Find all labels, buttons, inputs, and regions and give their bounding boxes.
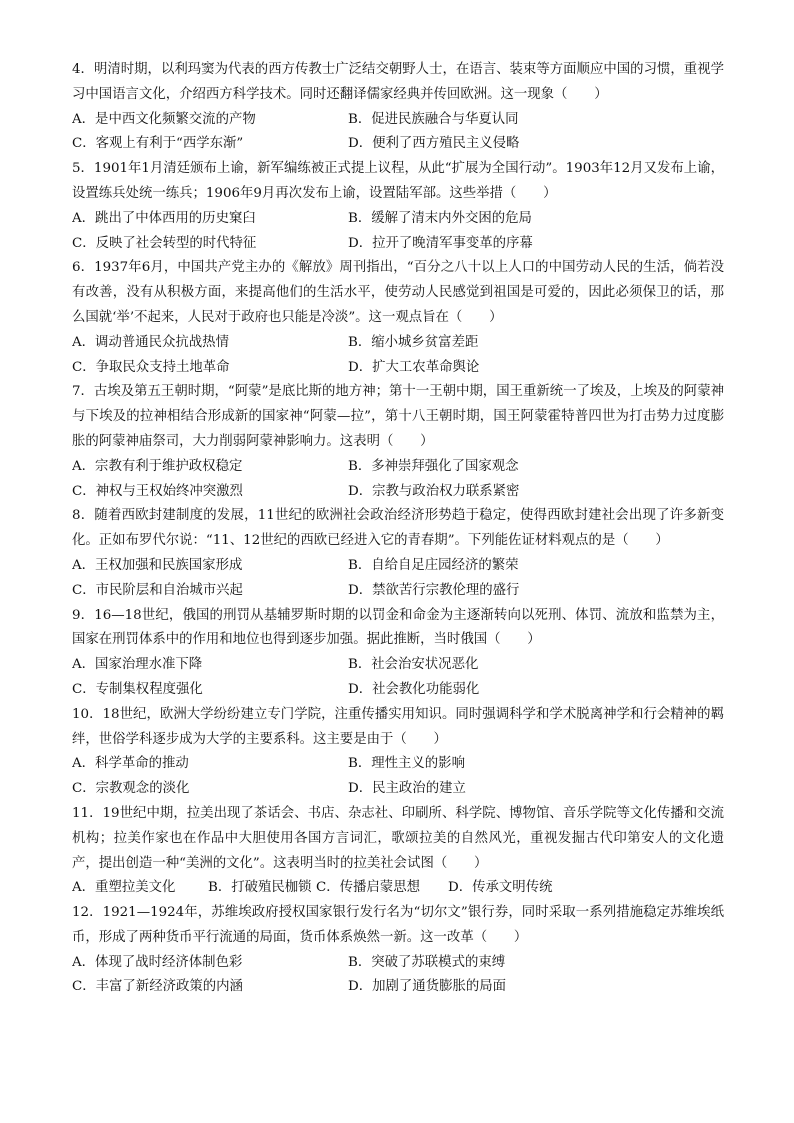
option-a[interactable]: A．跳出了中体西用的历史窠臼: [72, 210, 256, 226]
question-stem: 4．明清时期，以利玛窦为代表的西方传教士广泛结交朝野人士，在语言、装束等方面顺应中国的习惯，重视学习中国语言文化，介绍西方科学技术。同时还翻译儒家经典并传回欧洲。这一现象（ ）: [72, 62, 724, 102]
question-12: [72, 901, 724, 1000]
option-c[interactable]: C．反映了社会转型的时代特征: [72, 235, 257, 251]
question-stem: 8．随着西欧封建制度的发展，11世纪的欧洲社会政治经济形势趋于稳定，使得西欧封建社会出现了许多新变化。正如布罗代尔说：“11、12世纪的西欧已经进入它的青春期”。下列能佐证材料观点的是（ ）: [72, 508, 724, 549]
option-b[interactable]: B．缩小城乡贫富差距: [348, 334, 479, 350]
option-a[interactable]: A．王权加强和民族国家形成: [72, 557, 243, 573]
option-d[interactable]: D．宗教与政治权力联系紧密: [348, 483, 520, 499]
question-stem: 11．19世纪中期，拉美出现了茶话会、书店、杂志社、印刷所、科学院、博物馆、音乐学院等文化传播和交流机构；拉美作家也在作品中大胆使用各国方言词汇，歌颂拉美的自然风光，重视发掘古代印第安人的文化遗产，提出创造一种“美洲的文化”。这表明当时的拉美社会试图（ ）: [72, 805, 724, 871]
option-b[interactable]: B．促进民族融合与华夏认同: [348, 111, 519, 127]
option-a[interactable]: A．是中西文化频繁交流的产物: [72, 111, 256, 127]
option-b[interactable]: B．自给自足庄园经济的繁荣: [348, 557, 519, 573]
option-c[interactable]: C．专制集权程度强化: [72, 681, 203, 697]
option-b[interactable]: B．突破了苏联模式的束缚: [348, 954, 506, 970]
option-d[interactable]: D．禁欲苦行宗教伦理的盛行: [348, 582, 520, 598]
question-stem: 6．1937年6月，中国共产党主办的《解放》周刊指出，“百分之八十以上人口的中国劳动人民的生活，倘若没有改善，没有从积极方面，来提高他们的生活水平，使劳动人民感觉到祖国是可爱的，因此必须保卫的话，那么国就‘举’不起来，人民对于政府也只能是冷淡”。这一观点旨在（ ）: [72, 260, 724, 325]
options-grid: [72, 455, 724, 505]
options-grid: [72, 331, 724, 381]
option-b[interactable]: B．理性主义的影响: [348, 756, 465, 772]
options-grid: [72, 653, 724, 703]
options-grid: [72, 554, 724, 604]
option-c[interactable]: C．市民阶层和自治城市兴起: [72, 582, 243, 598]
option-a[interactable]: A．重塑拉美文化: [72, 880, 176, 896]
option-b[interactable]: B．缓解了清末内外交困的危局: [348, 210, 532, 226]
option-a[interactable]: A．国家治理水准下降: [72, 657, 203, 673]
option-d[interactable]: D．社会教化功能弱化: [348, 681, 480, 697]
exam-document: [72, 58, 724, 1000]
option-d[interactable]: D．便利了西方殖民主义侵略: [348, 136, 520, 152]
option-c[interactable]: C．宗教观念的淡化: [72, 781, 190, 797]
option-c[interactable]: C．传播启蒙思想: [316, 880, 420, 896]
option-b[interactable]: B．社会治安状况恶化: [348, 657, 479, 673]
option-d[interactable]: D．传承文明传统: [448, 880, 553, 896]
question-stem: 10．18世纪，欧洲大学纷纷建立专门学院，注重传播实用知识。同时强调科学和学术脱离神学和行会精神的羁绊，世俗学科逐步成为大学的主要系科。这主要是由于（ ）: [72, 706, 724, 747]
option-c[interactable]: C．丰富了新经济政策的内涵: [72, 979, 243, 995]
question-stem: 5．1901年1月清廷颁布上谕，新军编练被正式提上议程，从此“扩展为全国行动”。1903年12月又发布上谕，设置练兵处统一练兵；1906年9月再次发布上谕，设置陆军部。这些举措（ ）: [72, 161, 724, 201]
option-a[interactable]: A．调动普通民众抗战热情: [72, 334, 229, 350]
option-c[interactable]: C．神权与王权始终冲突激烈: [72, 483, 243, 499]
question-stem: 7．古埃及第五王朝时期，“阿蒙”是底比斯的地方神；第十一王朝中期，国王重新统一了埃及，上埃及的阿蒙神与下埃及的拉神相结合形成新的国家神“阿蒙—拉”，第十八王朝时期，国王阿蒙霍特普四世为打击势力过度膨胀的阿蒙神庙祭司，大力削弱阿蒙神影响力。这表明（ ）: [72, 384, 724, 449]
question-10: [72, 703, 724, 802]
question-5: [72, 157, 724, 256]
options-grid: [72, 108, 724, 158]
option-d[interactable]: D．加剧了通货膨胀的局面: [348, 979, 507, 995]
options-grid: [72, 207, 724, 257]
option-c[interactable]: C．争取民众支持土地革命: [72, 359, 230, 375]
question-stem: 9．16—18世纪，俄国的刑罚从基辅罗斯时期的以罚金和命金为主逐渐转向以死刑、体罚、流放和监禁为主，国家在刑罚体系中的作用和地位也得到逐步加强。据此推断，当时俄国（ ）: [72, 607, 724, 648]
options-grid: [72, 951, 724, 1001]
option-b[interactable]: B．多神崇拜强化了国家观念: [348, 458, 519, 474]
option-a[interactable]: A．体现了战时经济体制色彩: [72, 954, 243, 970]
question-7: [72, 380, 724, 504]
option-d[interactable]: D．拉开了晚清军事变革的序幕: [348, 235, 533, 251]
options-grid: [72, 752, 724, 802]
question-6: [72, 256, 724, 380]
question-11: [72, 802, 724, 901]
option-c[interactable]: C．客观上有利于“西学东渐”: [72, 136, 244, 152]
question-4: [72, 58, 724, 157]
option-b[interactable]: B．打破殖民枷锁: [208, 880, 312, 896]
question-8: [72, 504, 724, 603]
option-a[interactable]: A．宗教有利于维护政权稳定: [72, 458, 243, 474]
option-d[interactable]: D．民主政治的建立: [348, 781, 466, 797]
option-d[interactable]: D．扩大工农革命舆论: [348, 359, 480, 375]
option-a[interactable]: A．科学革命的推动: [72, 756, 189, 772]
question-stem: 12．1921—1924年，苏维埃政府授权国家银行发行名为“切尔文”银行券，同时采取一系列措施稳定苏维埃纸币，形成了两种货币平行流通的局面，货币体系焕然一新。这一改革（ ）: [72, 905, 724, 945]
options-row: [72, 876, 724, 901]
question-9: [72, 604, 724, 703]
